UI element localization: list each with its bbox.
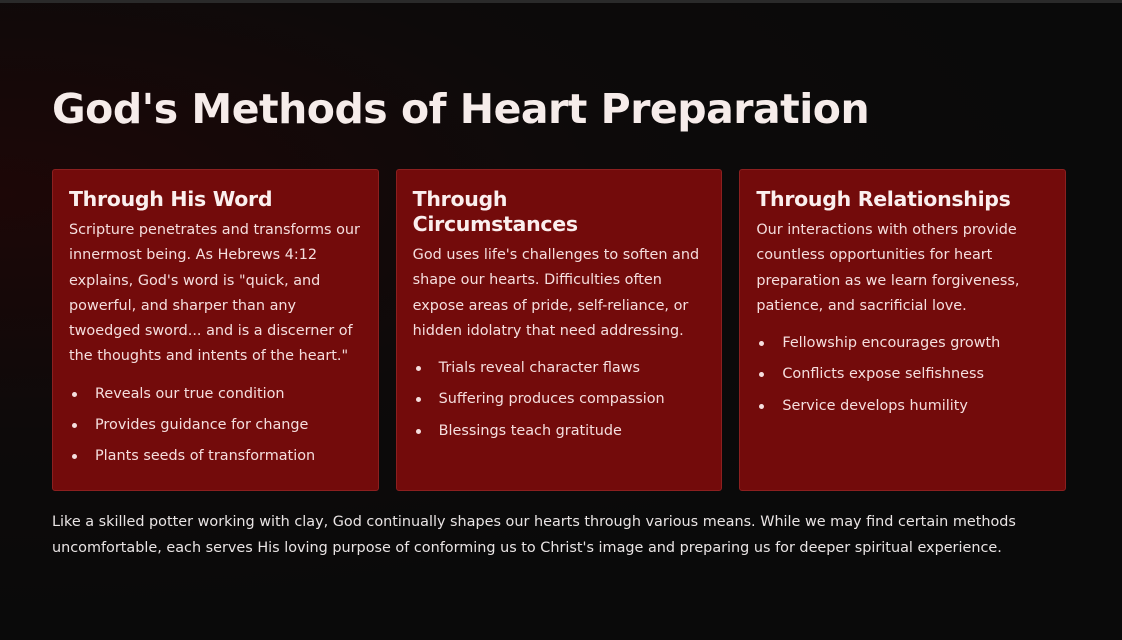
- bullet-icon: [759, 341, 764, 346]
- bullet-icon: [416, 397, 421, 402]
- card-heading: Through Circumstances: [412, 187, 578, 236]
- list-item-text: Trials reveal character flaws: [438, 360, 640, 377]
- slide-title: God's Methods of Heart Preparation: [52, 85, 870, 133]
- bullet-icon: [416, 429, 421, 434]
- list-item: [69, 410, 362, 441]
- conclusion-text: Like a skilled potter working with clay, God continually shapes our hearts through various means. While we may find certain methods uncomfortable, each serves His loving purpose of conforming us to Christ's image and preparing us for deeper spiritual experience.: [52, 514, 1016, 556]
- list-item-text: Suffering produces compassion: [438, 391, 665, 408]
- list-item: [756, 359, 1049, 390]
- list-item: [69, 379, 362, 410]
- list-item-text: Blessings teach gratitude: [438, 422, 622, 439]
- bullet-icon: [416, 366, 421, 371]
- list-item: [756, 328, 1049, 359]
- cards-row: [52, 169, 1066, 491]
- list-item-text: Fellowship encourages growth: [782, 335, 1001, 352]
- list-item-text: Service develops humility: [782, 397, 968, 414]
- card-list: [69, 379, 362, 473]
- card-body: Scripture penetrates and transforms our innermost being. As Hebrews 4:12 explains, God's word is "quick, and powerful, and sharper than any twoedged sword... and is a discerner of the thoughts and intents of the heart.": [69, 222, 360, 365]
- card-body: Our interactions with others provide countless opportunities for heart preparation as we learn forgiveness, patience, and sacrificial love.: [756, 222, 1020, 314]
- bullet-icon: [759, 404, 764, 409]
- card-word: [52, 169, 379, 491]
- list-item-text: Provides guidance for change: [95, 417, 309, 434]
- bullet-icon: [72, 454, 77, 459]
- list-item: [413, 384, 706, 415]
- card-body: God uses life's challenges to soften and shape our hearts. Difficulties often expose areas of pride, self-reliance, or hidden idolatry that need addressing.: [412, 247, 700, 339]
- card-heading: Through His Word: [69, 187, 273, 211]
- list-item-text: Plants seeds of transformation: [95, 448, 316, 465]
- list-item: [69, 441, 362, 472]
- list-item: [413, 416, 706, 447]
- list-item: [756, 391, 1049, 422]
- card-heading: Through Relationships: [756, 187, 1011, 211]
- bullet-icon: [759, 372, 764, 377]
- card-circumstances: [396, 169, 723, 491]
- list-item: [413, 353, 706, 384]
- list-item-text: Reveals our true condition: [95, 385, 285, 402]
- card-list: [756, 328, 1049, 422]
- card-relationships: [739, 169, 1066, 491]
- bullet-icon: [72, 392, 77, 397]
- list-item-text: Conflicts expose selfishness: [782, 366, 984, 383]
- card-list: [413, 353, 706, 447]
- bullet-icon: [72, 423, 77, 428]
